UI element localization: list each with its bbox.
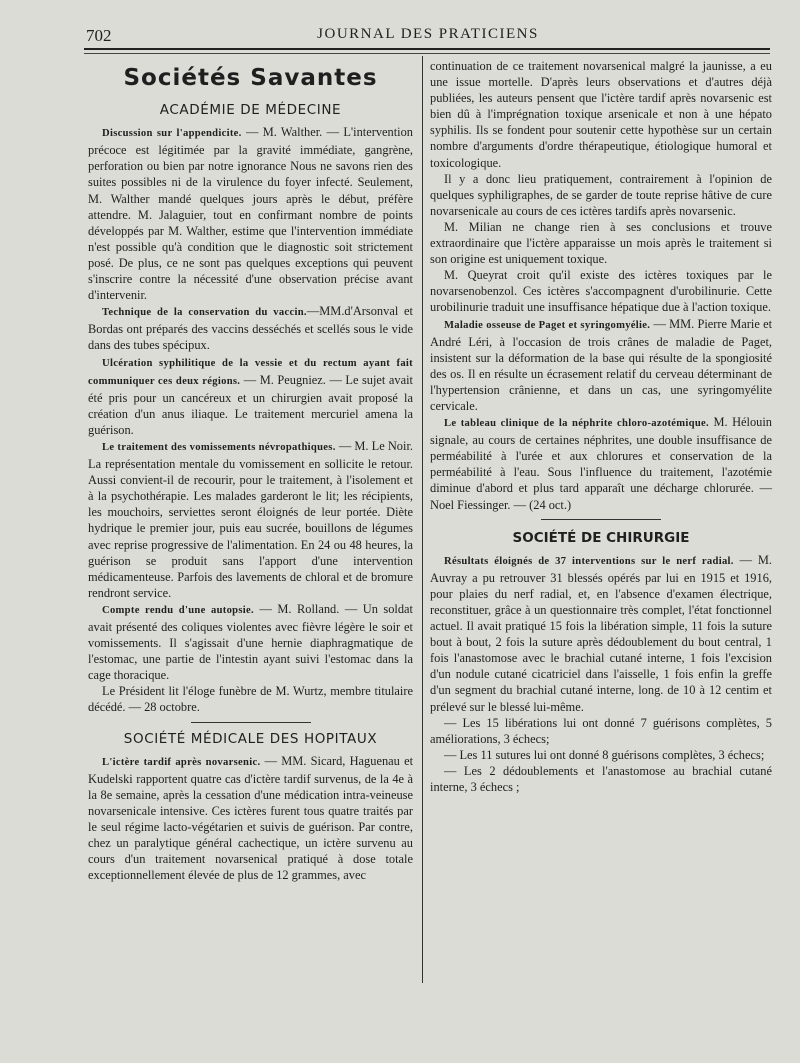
result-sutures: — Les 11 sutures lui ont donné 8 guérisons complètes, 3 échecs; bbox=[444, 747, 765, 762]
paragraph-queyrat: M. Queyrat croit qu'il existe des ictères toxiques par le novarsenobenzol. Ces ictères s'accompagnent d'urobilinurie. Cette urobilinurie traduit une insuffisance hépatique due à l'action toxique. bbox=[430, 268, 772, 315]
paragraph-eloge: Le Président lit l'éloge funèbre de M. Wurtz, membre titulaire décédé. — 28 octobre. bbox=[88, 684, 413, 715]
article-appendicite bbox=[88, 124, 413, 303]
article-heading: Résultats éloignés de 37 interventions sur le nerf radial. bbox=[444, 555, 734, 567]
article-nephrite bbox=[430, 414, 772, 513]
article-ulceration bbox=[88, 354, 413, 438]
journal-title: JOURNAL DES PRATICIENS bbox=[317, 26, 539, 42]
page-header bbox=[86, 24, 770, 48]
article-heading: Compte rendu d'une autopsie. bbox=[102, 604, 254, 616]
article-heading: Le traitement des vomissements névropathiques. bbox=[102, 441, 336, 453]
section-heading-academie: ACADÉMIE DE MÉDECINE bbox=[159, 102, 342, 119]
left-column bbox=[88, 58, 413, 883]
section-separator bbox=[541, 519, 661, 520]
article-body: — M. Auvray a pu retrouver 31 blessés opérés par lui en 1915 et 1916, pour plaies du nerf radial, et, en l'absence d'examen électrique, reconstituer, grâce à un questionnaire très complet, l'état fonctionnel actuel. Il avait pratiqué 15 fois la libération simple, 11 fois la suture bout à bout, 2 fois la suture après dédoublement du bout central, 1 fois l'anastomose avec le brachial cutané interne, 1 fois l'excision d'un nodule cutané cicatriciel dans l'aisselle, 1 fois enfin la greffe d'un segment du brachial cutané interne, long. de 10 à 12 centim et prélevé sur le blessé lui-même. bbox=[430, 552, 773, 714]
article-autopsie bbox=[88, 601, 413, 683]
article-body: — MM. Sicard, Haguenau et Kudelski rapportent quatre cas d'ictère tardif survenus, de la 4e à la 8e semaine, après la cessation d'une médication intra-veineuse novarsenicale intensive. Ces ictères furent tous quatre traités par le seul régime lacto-végétarien et suivis de guérison. Par contre, chez un paralytique général cachectique, un ictère survenu au cours d'un traitement novarsenical pratiqué à dose totale exceptionnellement élevée de plus de 12 grammes, avec bbox=[88, 753, 414, 883]
article-heading: Technique de la conservation du vaccin. bbox=[102, 307, 307, 319]
article-heading: Le tableau clinique de la néphrite chloro-azotémique. bbox=[444, 418, 709, 430]
column-divider bbox=[422, 56, 423, 983]
article-body: — M. Peugniez. — Le sujet avait été pris pour un cancéreux et un chirurgien avait proposé la création d'un anus iliaque. Le traitement mercuriel amena la guérison. bbox=[88, 372, 413, 437]
article-nerf-radial bbox=[430, 552, 772, 715]
article-heading: Ulcération syphilitique de la vessie et du rectum ayant fait communiquer ces deux régions. bbox=[88, 357, 413, 387]
article-body: — M. Walther. — L'intervention précoce est légitimée par la gravité immédiate, gangrène, perforation ou bien par notre ignorance Nous ne savons rien des suites possibles ni de la virulence du foyer infecté. Seulement, M. Walther mandé quelques jours après le début, préfère attendre. M. Jalaguier, tout en confirmant nombre de points développés par M. Walther, estime que l'intervention immédiate n'est possible qu'à condition que le diagnostic soit strictement posé. De plus, ce ne sont pas quelques exceptions qui peuvent s'inscrire contre la nécessité d'une observation précise avant d'intervenir. bbox=[88, 125, 413, 303]
page-number: 702 bbox=[86, 26, 112, 45]
article-heading: Discussion sur l'appendicite. bbox=[102, 128, 242, 140]
article-body: —MM.d'Arsonval et Bordas ont préparés des vaccins desséchés et scellés sous le vide dans des tubes spécipux. bbox=[88, 304, 413, 353]
article-body: — M. Rolland. — Un soldat avait présenté des coliques violentes avec fièvre légère le soir et vomissements. Il s'agissait d'une hernie diaphragmatique de l'estomac, une partie de l'intestin ayant suivi l'estomac dans la cage thoracique. bbox=[88, 601, 413, 683]
section-separator bbox=[191, 722, 311, 723]
article-vaccin bbox=[88, 303, 413, 353]
article-heading: L'ictère tardif après novarsenic. bbox=[102, 756, 261, 768]
main-title: Sociétés Savantes bbox=[123, 65, 378, 91]
paragraph-milian: M. Milian ne change rien à ses conclusions et trouve extraordinaire que l'ictère apparaisse un mois après le traitement si son origine est uniquement toxique. bbox=[430, 219, 772, 267]
header-rule bbox=[84, 48, 770, 50]
paragraph-conclusion: Il y a donc lieu pratiquement, contrairement à l'opinion de quelques syphiligraphes, de se garder de toute reprise hâtive de cure novarsenicale au cours de ces ictères tardifs après novarsenic. bbox=[430, 171, 772, 218]
article-body: — MM. Pierre Marie et André Léri, à l'occasion de trois crânes de maladie de Paget, insistent sur la déformation de la base qui résulte de la spongiosité des os. Il en résulte un écrasement relatif du cerveau déterminant de l'hypertension crânienne, et dans un cas, une syringomyélite cervicale. bbox=[430, 316, 773, 413]
article-vomissements bbox=[88, 438, 413, 601]
paragraph-continuation: continuation de ce traitement novarsenical malgré la jaunisse, a eu une issue mortelle. D'après leurs observations et d'autres déjà publiées, les auteurs pensent que l'ictère tardif après novarsenic est bien dû à l'imprégnation toxique arsenicale et non à une hépato syphilis. Ils se fondent pour soutenir cette hypothèse sur un certain nombre d'arguments d'ordre thérapeutique, étiologique humoral et toxicologique. bbox=[430, 59, 772, 170]
header-rule-thin bbox=[84, 53, 770, 54]
article-paget bbox=[430, 316, 772, 415]
article-heading: Maladie osseuse de Paget et syringomyélie. bbox=[444, 319, 651, 331]
result-liberations: — Les 15 libérations lui ont donné 7 guérisons complètes, 5 améliorations, 3 échecs; bbox=[430, 715, 772, 746]
right-column bbox=[430, 58, 772, 795]
section-heading-chirurgie: SOCIÉTÉ DE CHIRURGIE bbox=[512, 529, 690, 546]
article-body: — M. Le Noir. La représentation mentale du vomissement en sollicite le retour. Aussi convient-il de recourir, pour le traitement, à l'isolement et à la psychothérapie. Les malades garderont le lit; les récipients, les mouchoirs, serviettes seront éloignés de leur portée. Diète hydrique le premier jour, puis eau sucrée, bouillons de légumes avec reprise progressive de l'alimentation. En 24 ou 48 heures, la guérison se produit sans l'apport d'une intervention médicamenteuse. Parfois des lavements de chloral et de bromure rendront service. bbox=[88, 438, 413, 600]
article-ictere bbox=[88, 753, 413, 884]
section-heading-hopitaux: SOCIÉTÉ MÉDICALE DES HOPITAUX bbox=[123, 730, 378, 747]
result-dedoublements: — Les 2 dédoublements et l'anastomose au brachial cutané interne, 3 échecs ; bbox=[430, 763, 772, 795]
article-body: M. Hélouin signale, au cours de certaines néphrites, une double insuffisance de perméabilité à l'urée et aux chlorures et conservation de la perméabilité à l'eau. Sous l'influence du traitement, l'azotémie diminue d'abord et plus tard apparaît une décharge chlorurée. — Noel Fiessinger. — (24 oct.) bbox=[430, 415, 772, 512]
